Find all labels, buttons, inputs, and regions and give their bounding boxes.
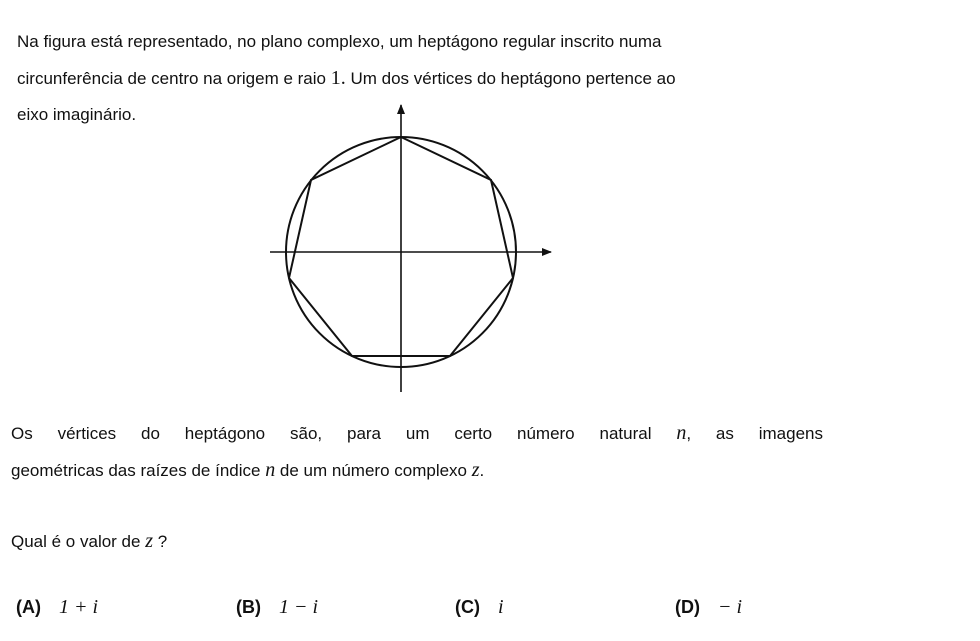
option-a[interactable] (16, 592, 98, 622)
option-c-value: i (498, 596, 504, 618)
option-b-value: 1 − i (279, 596, 319, 618)
question (11, 523, 167, 560)
option-d-value: − i (718, 596, 743, 618)
option-d-letter: (D) (675, 597, 700, 617)
question-end: ? (153, 532, 168, 551)
option-a-value: 1 + i (59, 596, 99, 618)
intro-line-2 (17, 60, 837, 97)
vertices-paragraph (11, 415, 823, 489)
vertices-line-2-text: geométricas das raízes de índice (11, 461, 266, 480)
intro-line-2-rest: Um dos vértices do heptágono pertence ao (345, 69, 676, 88)
heptagon-figure (260, 100, 560, 400)
vertices-line-2-end: . (479, 461, 485, 480)
var-n-2: n (265, 459, 276, 481)
question-text: Qual é o valor de (11, 532, 146, 551)
vertices-line-1-rest: , as imagens (686, 424, 823, 443)
option-b[interactable] (236, 592, 318, 622)
option-b-letter: (B) (236, 597, 261, 617)
vertices-line-1-text: Os vértices do heptágono são, para um certo número natural (11, 424, 677, 443)
vertices-line-2-mid: de um número complexo (275, 461, 472, 480)
vertices-line-2 (11, 452, 823, 489)
option-c-letter: (C) (455, 597, 480, 617)
intro-line-2-text: circunferência de centro na origem e raio (17, 69, 331, 88)
var-n: n (676, 422, 687, 444)
radius-value: 1. (330, 67, 346, 89)
intro-line-1: Na figura está representado, no plano complexo, um heptágono regular inscrito numa (17, 32, 662, 51)
question-var-z: z (145, 530, 153, 552)
option-d[interactable] (675, 592, 742, 622)
var-z: z (471, 459, 480, 481)
intro-line-3: eixo imaginário. (17, 105, 137, 124)
option-c[interactable] (455, 592, 504, 622)
vertices-line-1 (11, 415, 823, 452)
option-a-letter: (A) (16, 597, 41, 617)
